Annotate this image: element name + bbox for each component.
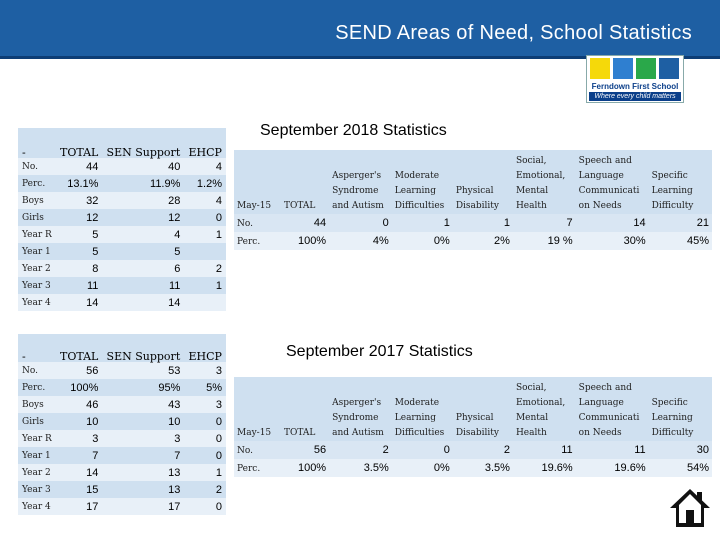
cell: 2 [215,483,222,496]
table-row [18,277,226,294]
table-row [18,192,226,209]
header-cell: - [22,146,26,159]
cell: 4 [215,160,222,173]
table-row [18,379,226,396]
logo-square-green [636,58,656,79]
cell: 11 [87,279,99,292]
cell: 53 [168,364,181,377]
cell: 19 % [513,232,576,250]
cell: 100% [281,459,329,477]
home-icon-graphic [668,486,712,530]
table-row [18,175,226,192]
cell: 6 [174,262,181,275]
logo-name: Ferndown First School [591,82,679,91]
cell: 1 [215,279,222,292]
table-row [18,226,226,243]
table-row [18,498,226,515]
cell: 0 [215,415,222,428]
table-row [234,214,712,232]
row-label: No. [234,441,281,459]
cell: 7 [513,214,576,232]
cell: 0% [392,459,453,477]
table-row [18,413,226,430]
table-row [234,232,712,250]
header-cell: Specific Learning Difficulty [649,150,712,214]
logo-square-navy [659,58,679,79]
school-logo [586,55,684,103]
table-2018-breakdown [18,128,226,311]
cell: 10 [168,415,181,428]
row-label: No. [22,161,38,172]
row-label: Perc. [22,382,46,393]
cell: 5 [92,228,99,241]
cell: 0 [215,449,222,462]
cell: 3 [215,398,222,411]
table-row [18,158,226,175]
cell: 3 [215,364,222,377]
cell: 12 [86,211,99,224]
header-bar [0,0,720,59]
cell: 2 [215,262,222,275]
header-cell: Asperger's Syndrome and Autism [329,150,392,214]
row-label: Year 3 [22,280,51,291]
row-label: Year 2 [22,467,51,478]
table-row [18,260,226,277]
cell: 1 [215,466,222,479]
cell: 19.6% [576,459,649,477]
cell: 3 [92,432,99,445]
header-cell: Moderate Learning Difficulties [392,377,453,441]
header-cell: Moderate Learning Difficulties [392,150,453,214]
cell: 3.5% [453,459,513,477]
table-row [18,243,226,260]
row-label: Year 2 [22,263,51,274]
cell: 13 [168,483,181,496]
cell: 56 [281,441,329,459]
cell: 11.9% [150,177,181,190]
cell: 0 [215,500,222,513]
header-cell: Speech and Language Communicati on Needs [576,377,649,441]
table-row [234,441,712,459]
cell: 2 [329,441,392,459]
cell: 7 [92,449,99,462]
row-label: Perc. [22,178,46,189]
cell: 1.2% [196,177,222,190]
cell: 5 [174,245,181,258]
cell: 56 [86,364,99,377]
cell: 45% [649,232,712,250]
table-header-row [234,150,712,214]
table-sept-2018 [234,150,712,250]
cell: 2 [453,441,513,459]
section-title-2017: September 2017 Statistics [286,343,473,360]
cell: 30% [576,232,649,250]
logo-square-yellow [590,58,610,79]
header-cell: Specific Learning Difficulty [649,377,712,441]
header-cell: TOTAL [60,146,99,159]
cell: 95% [158,381,181,394]
header-cell: Speech and Language Communicati on Needs [576,150,649,214]
cell: 100% [281,232,329,250]
header-cell: Physical Disability [453,377,513,441]
row-label: Year R [22,433,52,444]
row-label: Year R [22,229,52,240]
home-icon[interactable] [668,486,712,530]
header-cell: Asperger's Syndrome and Autism [329,377,392,441]
header-cell: Social, Emotional, Mental Health [513,377,576,441]
row-label: No. [22,365,38,376]
cell: 0 [392,441,453,459]
row-label: Girls [22,212,44,223]
cell: 0 [329,214,392,232]
row-label: Year 3 [22,484,51,495]
cell: 0 [215,211,222,224]
table-row [18,430,226,447]
row-label: Year 4 [22,297,51,308]
cell: 10 [86,415,99,428]
section-title-2018: September 2018 Statistics [260,122,447,139]
row-label: No. [234,214,281,232]
row-label: Boys [22,399,44,410]
table-header-row [234,377,712,441]
header-cell: May-15 [234,150,281,214]
table-row [18,464,226,481]
row-label: Perc. [234,232,281,250]
cell: 43 [168,398,181,411]
cell: 13 [168,466,181,479]
cell: 40 [168,160,181,173]
cell [184,294,226,311]
header-cell: TOTAL [60,350,99,363]
table-2017-breakdown [18,334,226,515]
row-label: Boys [22,195,44,206]
header-cell: Social, Emotional, Mental Health [513,150,576,214]
cell: 11 [576,441,649,459]
header-cell: SEN Support [106,350,181,363]
cell [184,243,226,260]
header-cell: EHCP [188,146,222,159]
logo-square-blue [613,58,633,79]
row-label: Year 4 [22,501,51,512]
cell: 32 [86,194,99,207]
table-header-row [18,334,226,362]
cell: 3.5% [329,459,392,477]
cell: 14 [168,296,181,309]
header-cell: TOTAL [281,377,329,441]
row-label: Girls [22,416,44,427]
cell: 46 [86,398,99,411]
cell: 1 [215,228,222,241]
cell: 4 [174,228,181,241]
table-header-row [18,128,226,158]
cell: 4 [215,194,222,207]
table-row [18,362,226,379]
cell: 14 [576,214,649,232]
cell: 5 [92,245,99,258]
row-label: Year 1 [22,450,51,461]
table-row [234,459,712,477]
cell: 17 [86,500,99,513]
cell: 0% [392,232,453,250]
table-row [18,294,226,311]
cell: 1 [453,214,513,232]
table-row [18,447,226,464]
cell: 8 [92,262,99,275]
table-row [18,481,226,498]
cell: 14 [86,296,99,309]
cell: 30 [649,441,712,459]
table-sept-2017 [234,377,712,477]
cell: 0 [215,432,222,445]
cell: 100% [70,381,99,394]
logo-tagline: Where every child matters [589,92,681,101]
cell: 14 [86,466,99,479]
cell: 7 [174,449,181,462]
cell: 21 [649,214,712,232]
cell: 15 [86,483,99,496]
cell: 12 [168,211,181,224]
cell: 2% [453,232,513,250]
header-cell: May-15 [234,377,281,441]
header-cell: TOTAL [281,150,329,214]
cell: 19.6% [513,459,576,477]
cell: 44 [86,160,99,173]
cell: 1 [392,214,453,232]
header-cell: EHCP [188,350,222,363]
cell: 54% [649,459,712,477]
cell: 17 [168,500,181,513]
table-row [18,209,226,226]
cell: 13.1% [67,177,99,190]
cell: 44 [281,214,329,232]
header-cell: Physical Disability [453,150,513,214]
cell: 3 [174,432,181,445]
cell: 28 [168,194,181,207]
table-row [18,396,226,413]
cell: 11 [168,279,181,292]
page-title: SEND Areas of Need, School Statistics [335,22,692,44]
header-cell: - [22,350,26,363]
header-cell: SEN Support [106,146,181,159]
row-label: Perc. [234,459,281,477]
row-label: Year 1 [22,246,51,257]
cell: 4% [329,232,392,250]
cell: 5% [206,381,222,394]
cell: 11 [513,441,576,459]
